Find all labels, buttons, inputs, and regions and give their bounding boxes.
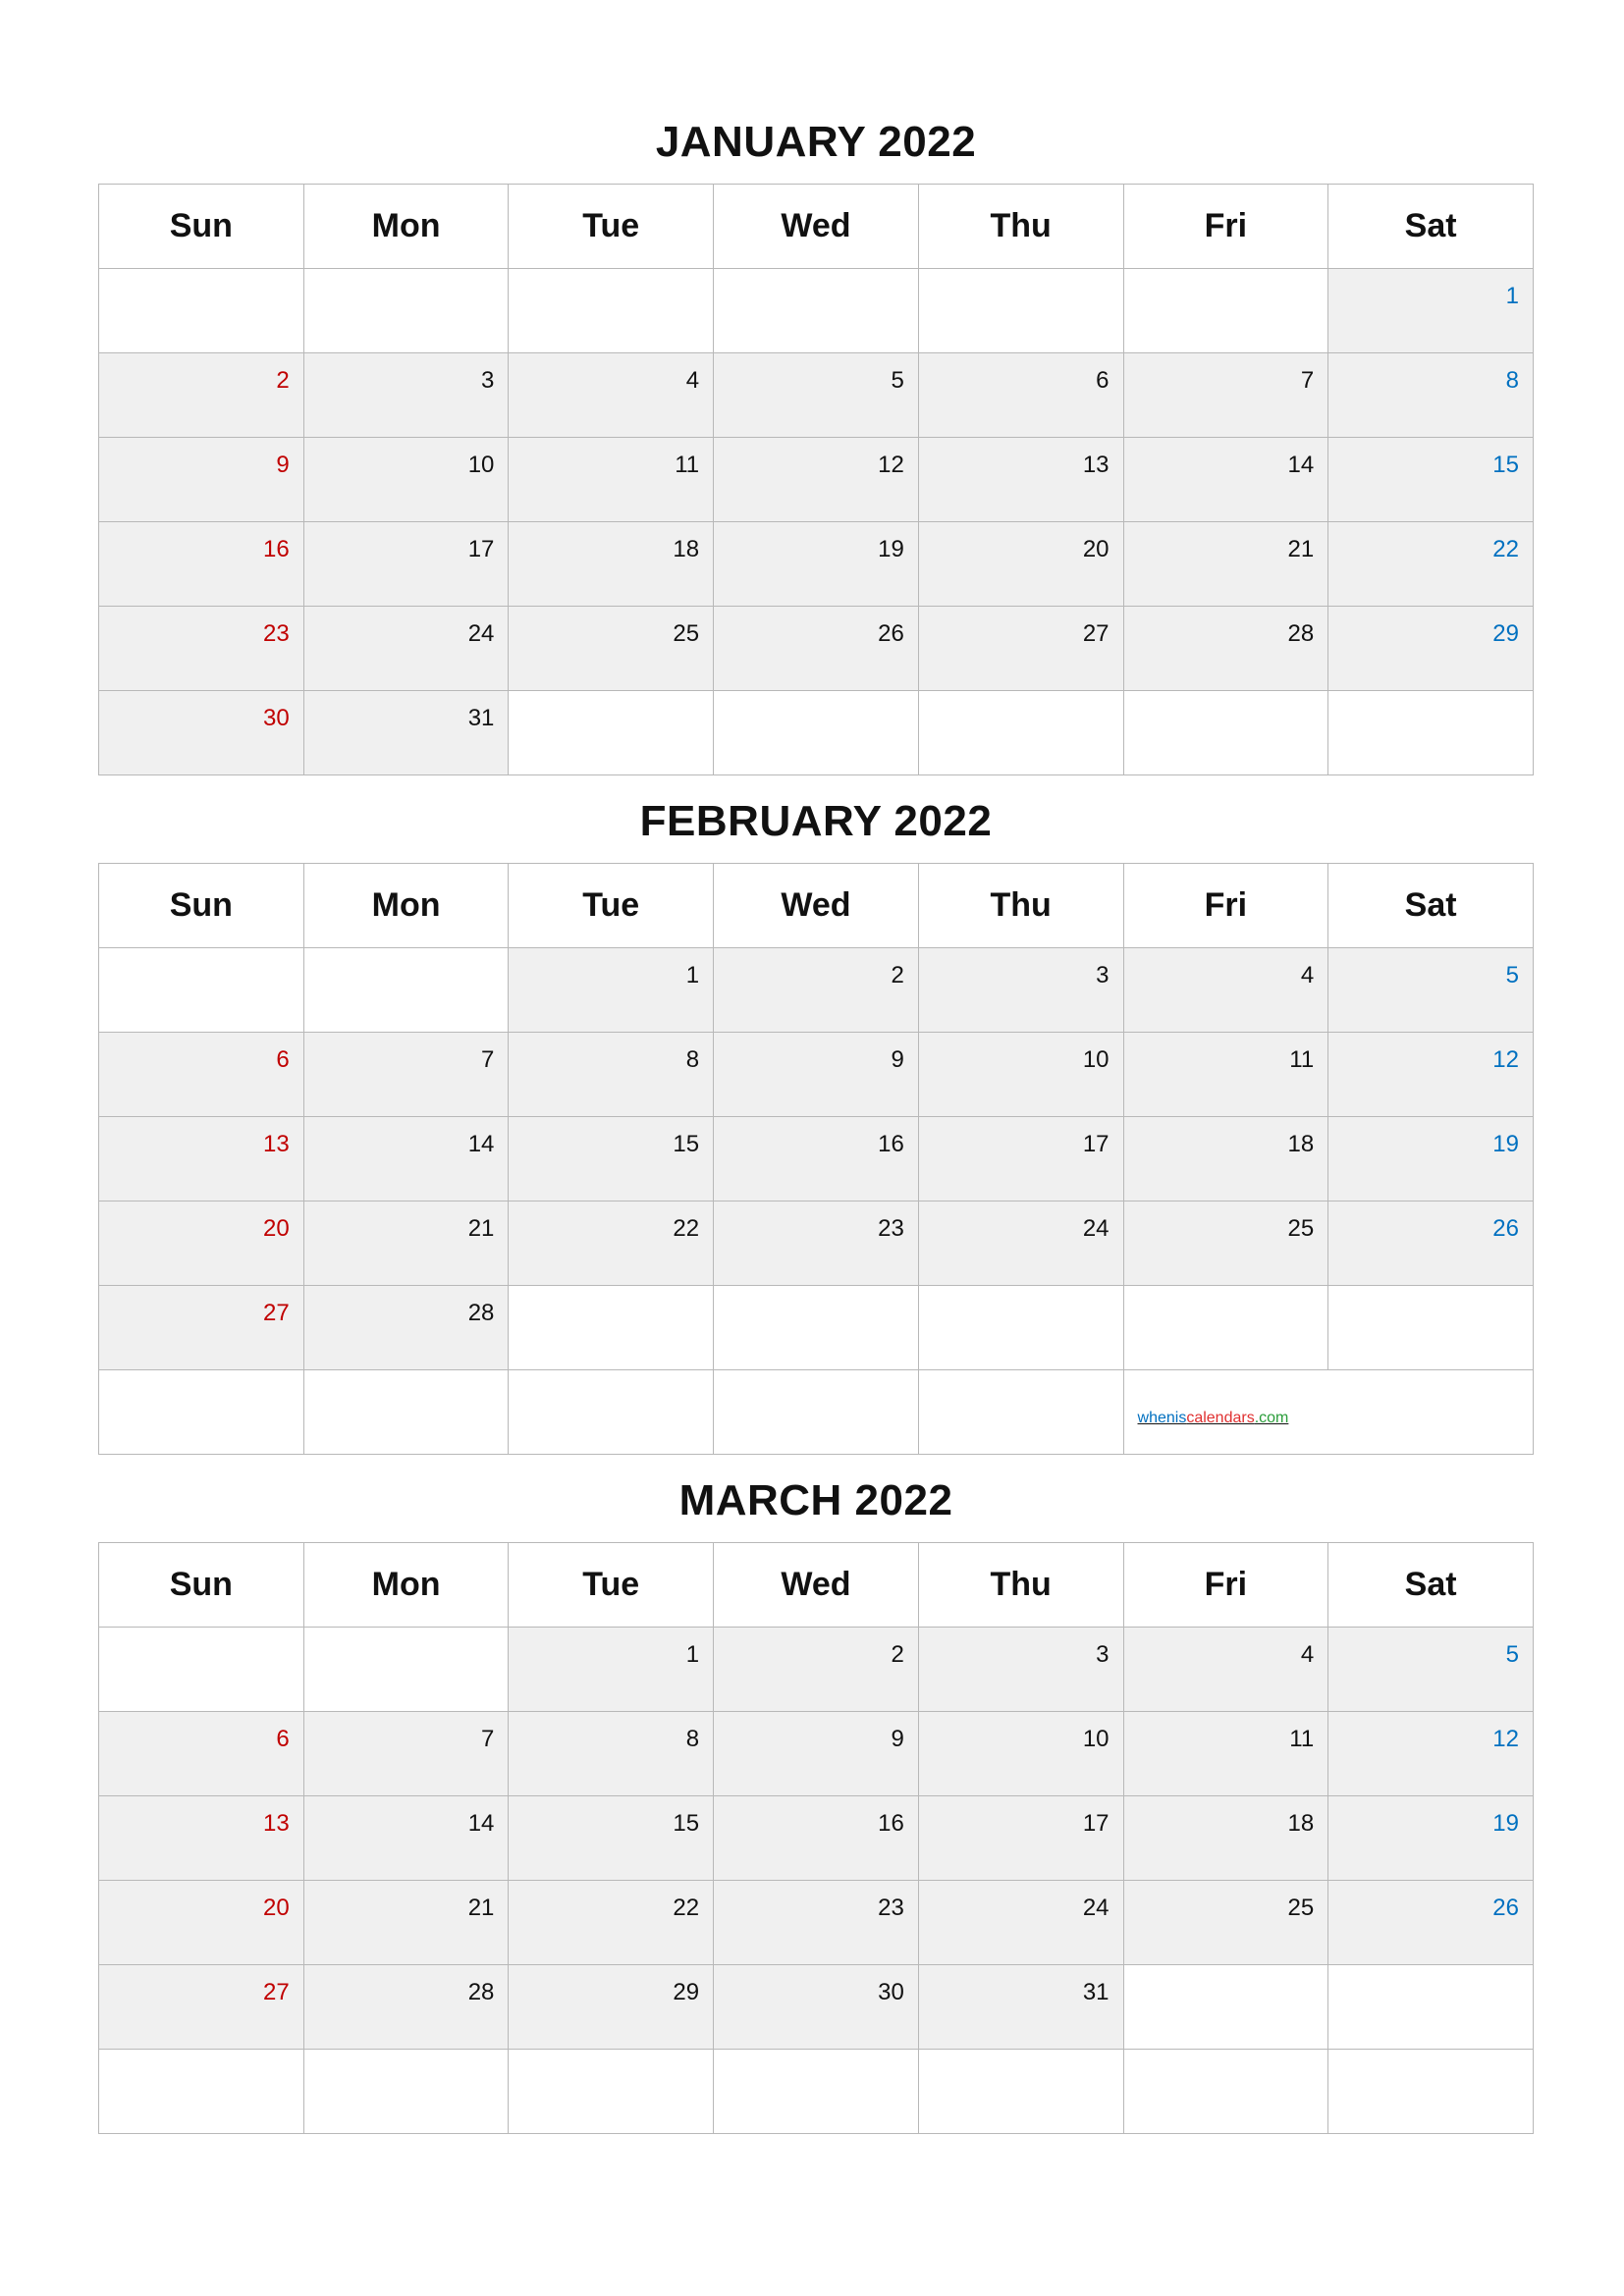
weekday-header: Tue — [509, 864, 714, 948]
day-cell — [303, 1033, 509, 1117]
day-number: 21 — [1287, 536, 1315, 562]
day-cell — [1328, 438, 1534, 522]
day-number: 23 — [878, 1895, 904, 1921]
day-cell — [1328, 948, 1534, 1033]
day-cell — [303, 1201, 509, 1286]
day-number: 8 — [685, 1726, 700, 1752]
day-cell — [509, 1712, 714, 1796]
day-cell — [99, 1796, 304, 1881]
day-number: 9 — [276, 452, 290, 478]
day-cell — [1123, 1033, 1328, 1117]
day-cell — [509, 607, 714, 691]
day-cell — [714, 269, 919, 353]
day-cell — [1123, 948, 1328, 1033]
day-cell — [714, 1117, 919, 1201]
day-cell — [303, 353, 509, 438]
day-cell — [918, 1117, 1123, 1201]
week-row — [99, 1286, 1534, 1370]
day-cell — [1123, 1370, 1533, 1455]
day-cell — [918, 1712, 1123, 1796]
day-number: 27 — [263, 1979, 290, 2005]
weekday-header: Tue — [509, 185, 714, 269]
day-cell — [1328, 522, 1534, 607]
weekday-header: Wed — [714, 1543, 919, 1628]
day-cell — [1123, 1286, 1328, 1370]
day-number: 24 — [1082, 1895, 1110, 1921]
day-cell — [99, 353, 304, 438]
day-number: 16 — [878, 1131, 904, 1157]
day-number: 9 — [891, 1726, 904, 1752]
week-row — [99, 607, 1534, 691]
day-number: 17 — [1082, 1131, 1110, 1157]
day-number: 23 — [263, 620, 290, 647]
day-number: 2 — [891, 1641, 904, 1668]
day-cell — [303, 1712, 509, 1796]
day-cell — [918, 2050, 1123, 2134]
day-number: 31 — [1082, 1979, 1110, 2005]
day-cell — [303, 1628, 509, 1712]
brand-text-1: whenis — [1137, 1410, 1187, 1426]
day-number: 1 — [685, 1641, 700, 1668]
month-title: JANUARY 2022 — [655, 118, 977, 166]
day-number: 7 — [481, 1726, 495, 1752]
month-grid — [98, 863, 1534, 1455]
day-cell — [99, 1201, 304, 1286]
day-number: 25 — [1287, 1215, 1315, 1242]
day-cell — [509, 1965, 714, 2050]
day-cell — [509, 353, 714, 438]
day-cell — [918, 522, 1123, 607]
day-number: 19 — [1492, 1810, 1519, 1837]
day-cell — [714, 1881, 919, 1965]
day-cell — [1123, 1965, 1328, 2050]
weekday-header: Fri — [1123, 864, 1328, 948]
day-number: 13 — [263, 1810, 290, 1837]
day-number: 17 — [467, 536, 495, 562]
day-cell — [509, 1370, 714, 1455]
day-number: 15 — [673, 1131, 700, 1157]
day-cell — [1123, 269, 1328, 353]
day-cell — [1123, 353, 1328, 438]
day-number: 18 — [673, 536, 700, 562]
day-cell — [714, 1286, 919, 1370]
day-cell — [303, 1796, 509, 1881]
day-number: 19 — [1492, 1131, 1519, 1157]
weekday-header-row — [99, 185, 1534, 269]
week-row — [99, 1965, 1534, 2050]
day-cell — [509, 1117, 714, 1201]
day-cell — [918, 691, 1123, 775]
day-number: 29 — [1492, 620, 1519, 647]
day-cell — [303, 2050, 509, 2134]
day-cell — [99, 522, 304, 607]
month-title: MARCH 2022 — [678, 1476, 953, 1524]
week-row — [99, 353, 1534, 438]
day-cell — [509, 1881, 714, 1965]
weekday-header: Sat — [1328, 185, 1534, 269]
day-cell — [509, 948, 714, 1033]
day-number: 13 — [1082, 452, 1110, 478]
day-cell — [509, 1628, 714, 1712]
day-cell — [509, 522, 714, 607]
day-number: 28 — [467, 1300, 495, 1326]
day-number: 18 — [1287, 1810, 1315, 1837]
day-cell — [1328, 269, 1534, 353]
day-cell — [1328, 607, 1534, 691]
day-cell — [1123, 1201, 1328, 1286]
day-cell — [509, 1201, 714, 1286]
day-number: 2 — [276, 367, 290, 394]
day-number: 3 — [481, 367, 495, 394]
day-cell — [918, 1965, 1123, 2050]
day-number: 20 — [263, 1215, 290, 1242]
weekday-header-row — [99, 864, 1534, 948]
week-row — [99, 438, 1534, 522]
weekday-header: Fri — [1123, 185, 1328, 269]
day-number: 27 — [263, 1300, 290, 1326]
day-cell — [714, 1628, 919, 1712]
day-number: 7 — [481, 1046, 495, 1073]
day-number: 22 — [673, 1215, 700, 1242]
day-cell — [303, 269, 509, 353]
week-row — [99, 1033, 1534, 1117]
day-cell — [1328, 1628, 1534, 1712]
day-cell — [99, 1370, 304, 1455]
day-number: 9 — [891, 1046, 904, 1073]
day-number: 10 — [467, 452, 495, 478]
day-cell — [509, 1796, 714, 1881]
day-cell — [1328, 1033, 1534, 1117]
day-cell — [99, 1117, 304, 1201]
brand-text-2: calendars — [1186, 1410, 1255, 1426]
day-number: 16 — [878, 1810, 904, 1837]
day-cell — [99, 1033, 304, 1117]
weekday-header: Wed — [714, 864, 919, 948]
day-number: 8 — [685, 1046, 700, 1073]
day-cell — [1123, 438, 1328, 522]
brand-text-3: .com — [1254, 1410, 1289, 1426]
day-cell — [1328, 1712, 1534, 1796]
day-number: 11 — [1289, 1046, 1315, 1073]
day-number: 22 — [673, 1895, 700, 1921]
day-number: 22 — [1492, 536, 1519, 562]
week-row — [99, 269, 1534, 353]
day-cell — [303, 948, 509, 1033]
day-number: 12 — [878, 452, 904, 478]
day-number: 1 — [685, 962, 700, 988]
day-number: 11 — [675, 452, 700, 478]
day-cell — [918, 1033, 1123, 1117]
day-cell — [1123, 522, 1328, 607]
weekday-header: Sat — [1328, 1543, 1534, 1628]
day-number: 1 — [1505, 283, 1519, 309]
day-number: 26 — [1492, 1895, 1519, 1921]
day-cell — [918, 1370, 1123, 1455]
weekday-header: Sun — [99, 185, 304, 269]
weekday-header: Mon — [303, 864, 509, 948]
weekday-header: Thu — [918, 1543, 1123, 1628]
day-number: 26 — [1492, 1215, 1519, 1242]
day-cell — [303, 1117, 509, 1201]
month-grid — [98, 184, 1534, 775]
day-number: 25 — [1287, 1895, 1315, 1921]
day-number: 8 — [1505, 367, 1519, 394]
day-cell — [99, 1628, 304, 1712]
day-number: 19 — [878, 536, 904, 562]
day-cell — [99, 438, 304, 522]
week-row — [99, 948, 1534, 1033]
day-cell — [303, 522, 509, 607]
day-cell — [714, 1201, 919, 1286]
day-cell — [1123, 1881, 1328, 1965]
day-number: 31 — [467, 705, 495, 731]
week-row — [99, 522, 1534, 607]
week-row — [99, 1117, 1534, 1201]
day-cell — [1123, 691, 1328, 775]
day-cell — [509, 1033, 714, 1117]
day-cell — [303, 691, 509, 775]
day-cell — [918, 1286, 1123, 1370]
day-cell — [714, 691, 919, 775]
month-title: FEBRUARY 2022 — [639, 797, 993, 845]
week-row — [99, 1628, 1534, 1712]
day-number: 13 — [263, 1131, 290, 1157]
day-cell — [1123, 1712, 1328, 1796]
weekday-header: Tue — [509, 1543, 714, 1628]
day-number: 3 — [1096, 962, 1110, 988]
week-row — [99, 1201, 1534, 1286]
day-number: 30 — [878, 1979, 904, 2005]
weekday-header: Thu — [918, 185, 1123, 269]
day-number: 15 — [1492, 452, 1519, 478]
month-grid — [98, 1542, 1534, 2134]
day-cell — [1328, 2050, 1534, 2134]
day-number: 6 — [276, 1046, 290, 1073]
weekday-header: Sun — [99, 1543, 304, 1628]
day-cell — [509, 1286, 714, 1370]
day-cell — [509, 438, 714, 522]
day-cell — [303, 607, 509, 691]
day-cell — [99, 1965, 304, 2050]
day-number: 10 — [1082, 1046, 1110, 1073]
week-row — [99, 1712, 1534, 1796]
day-cell — [303, 1286, 509, 1370]
day-cell — [99, 2050, 304, 2134]
day-cell — [1328, 1286, 1534, 1370]
day-number: 24 — [467, 620, 495, 647]
day-cell — [714, 948, 919, 1033]
day-number: 24 — [1082, 1215, 1110, 1242]
week-row — [99, 1881, 1534, 1965]
day-number: 18 — [1287, 1131, 1315, 1157]
day-cell — [99, 1712, 304, 1796]
day-cell — [99, 1286, 304, 1370]
day-cell — [1328, 1965, 1534, 2050]
week-row — [99, 1796, 1534, 1881]
day-cell — [509, 2050, 714, 2134]
day-cell — [509, 269, 714, 353]
weekday-header: Thu — [918, 864, 1123, 948]
day-number: 3 — [1096, 1641, 1110, 1668]
day-number: 26 — [878, 620, 904, 647]
day-cell — [714, 1033, 919, 1117]
day-cell — [714, 1965, 919, 2050]
day-cell — [1123, 1796, 1328, 1881]
brand-link[interactable] — [1138, 1410, 1289, 1427]
day-cell — [99, 269, 304, 353]
day-cell — [303, 1370, 509, 1455]
day-number: 14 — [1287, 452, 1315, 478]
day-number: 7 — [1300, 367, 1315, 394]
day-number: 20 — [1082, 536, 1110, 562]
weekday-header-row — [99, 1543, 1534, 1628]
day-cell — [918, 1628, 1123, 1712]
day-number: 10 — [1082, 1726, 1110, 1752]
day-cell — [714, 1370, 919, 1455]
day-cell — [714, 2050, 919, 2134]
day-number: 4 — [1300, 962, 1315, 988]
day-cell — [918, 948, 1123, 1033]
day-cell — [918, 1881, 1123, 1965]
day-cell — [1328, 691, 1534, 775]
day-cell — [99, 948, 304, 1033]
week-row — [99, 691, 1534, 775]
day-number: 21 — [467, 1895, 495, 1921]
day-cell — [1328, 1881, 1534, 1965]
day-cell — [303, 438, 509, 522]
day-cell — [509, 691, 714, 775]
day-number: 6 — [276, 1726, 290, 1752]
day-cell — [714, 1712, 919, 1796]
day-number: 14 — [467, 1810, 495, 1837]
day-number: 25 — [673, 620, 700, 647]
day-cell — [1328, 1796, 1534, 1881]
day-cell — [1123, 1628, 1328, 1712]
day-cell — [714, 1796, 919, 1881]
day-number: 4 — [1300, 1641, 1315, 1668]
day-number: 2 — [891, 962, 904, 988]
day-number: 28 — [1287, 620, 1315, 647]
day-number: 23 — [878, 1215, 904, 1242]
day-number: 5 — [1505, 1641, 1519, 1668]
day-cell — [918, 438, 1123, 522]
day-cell — [918, 1796, 1123, 1881]
day-cell — [918, 1201, 1123, 1286]
week-row — [99, 1370, 1534, 1455]
day-cell — [1123, 2050, 1328, 2134]
day-number: 5 — [1505, 962, 1519, 988]
day-number: 12 — [1492, 1046, 1519, 1073]
day-cell — [918, 269, 1123, 353]
day-number: 11 — [1289, 1726, 1315, 1752]
day-number: 6 — [1096, 367, 1110, 394]
weekday-header: Wed — [714, 185, 919, 269]
day-cell — [1123, 1117, 1328, 1201]
day-number: 30 — [263, 705, 290, 731]
day-number: 15 — [673, 1810, 700, 1837]
day-cell — [714, 438, 919, 522]
day-number: 4 — [685, 367, 700, 394]
day-cell — [918, 353, 1123, 438]
day-cell — [918, 607, 1123, 691]
day-cell — [99, 607, 304, 691]
weekday-header: Fri — [1123, 1543, 1328, 1628]
day-cell — [714, 353, 919, 438]
day-number: 20 — [263, 1895, 290, 1921]
week-row — [99, 2050, 1534, 2134]
day-cell — [1328, 1201, 1534, 1286]
day-number: 16 — [263, 536, 290, 562]
day-cell — [1328, 1117, 1534, 1201]
day-number: 14 — [467, 1131, 495, 1157]
day-number: 21 — [467, 1215, 495, 1242]
day-cell — [303, 1965, 509, 2050]
day-cell — [99, 1881, 304, 1965]
day-number: 28 — [467, 1979, 495, 2005]
day-cell — [1123, 607, 1328, 691]
day-cell — [714, 522, 919, 607]
day-number: 29 — [673, 1979, 700, 2005]
weekday-header: Sun — [99, 864, 304, 948]
weekday-header: Mon — [303, 185, 509, 269]
day-cell — [303, 1881, 509, 1965]
day-number: 12 — [1492, 1726, 1519, 1752]
weekday-header: Sat — [1328, 864, 1534, 948]
day-cell — [1328, 353, 1534, 438]
day-cell — [99, 691, 304, 775]
day-cell — [714, 607, 919, 691]
weekday-header: Mon — [303, 1543, 509, 1628]
day-number: 17 — [1082, 1810, 1110, 1837]
day-number: 5 — [891, 367, 904, 394]
day-number: 27 — [1082, 620, 1110, 647]
